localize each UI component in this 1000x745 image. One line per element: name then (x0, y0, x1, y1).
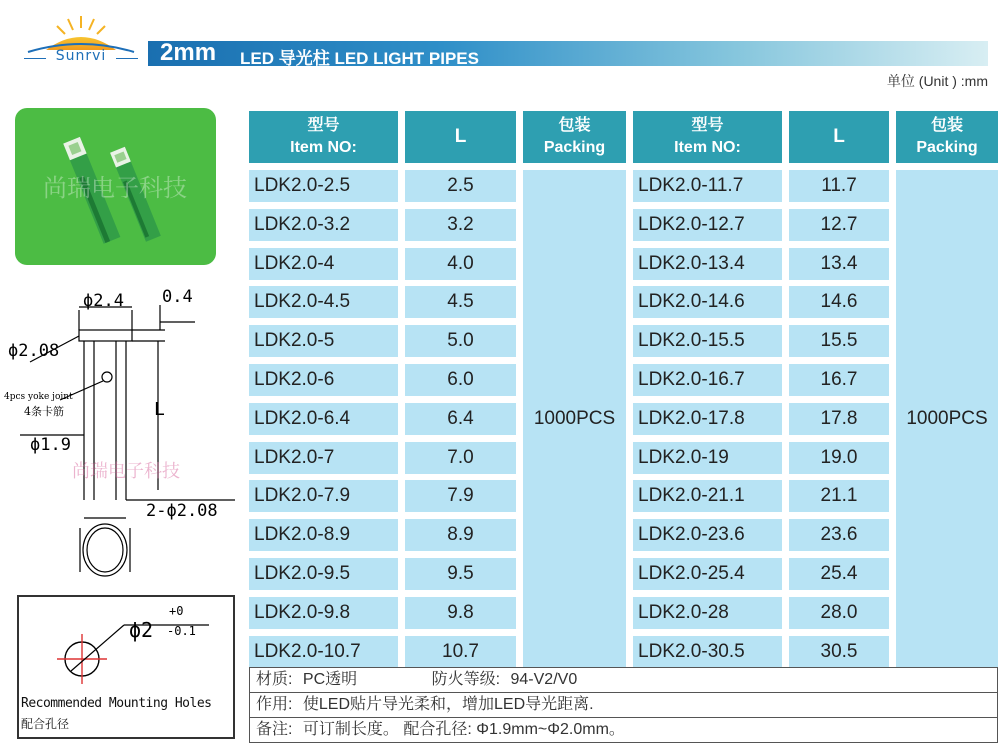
header-len: L (833, 126, 845, 147)
item-cell: LDK2.0-13.4 (633, 248, 782, 280)
dim-top: ϕ2.4 (83, 291, 124, 311)
item-cell: LDK2.0-4 (249, 248, 398, 280)
dim-step: 0.4 (162, 287, 193, 307)
header-item-cn: 型号 (691, 117, 724, 134)
header-pack-right (896, 111, 998, 163)
dim-joint: 2-ϕ2.08 (146, 501, 218, 521)
item-cell: LDK2.0-17.8 (633, 403, 782, 435)
item-cell: LDK2.0-2.5 (249, 170, 398, 202)
length-cell: 4.5 (405, 286, 516, 318)
header-pack-en: Packing (543, 139, 606, 156)
length-cell: 30.5 (789, 636, 889, 668)
mount-label-cn: 配合孔径 (21, 717, 70, 731)
item-cell: LDK2.0-5 (249, 325, 398, 357)
item-cell: LDK2.0-8.9 (249, 519, 398, 551)
notes-box (249, 667, 998, 743)
note-label: 材质: (256, 671, 293, 688)
length-cell: 8.9 (405, 519, 516, 551)
mount-tol-plus: +0 (169, 604, 184, 618)
dim-length: L (154, 399, 165, 420)
note-cn: 4条卡筋 (24, 405, 64, 418)
title-banner (148, 41, 988, 66)
note-en: 4pcs yoke joint (4, 392, 73, 402)
note-label: 备注: (256, 721, 293, 738)
item-cell: LDK2.0-16.7 (633, 364, 782, 396)
header-item-cn: 型号 (307, 117, 340, 134)
item-cell: LDK2.0-11.7 (633, 170, 782, 202)
unit-label: 单位 (Unit ) :mm (886, 73, 988, 89)
length-cell: 7.9 (405, 480, 516, 512)
item-cell: LDK2.0-14.6 (633, 286, 782, 318)
item-cell: LDK2.0-30.5 (633, 636, 782, 668)
mount-label-en: Recommended Mounting Holes (21, 696, 212, 711)
item-cell: LDK2.0-23.6 (633, 519, 782, 551)
item-cell: LDK2.0-12.7 (633, 209, 782, 241)
length-cell: 25.4 (789, 558, 889, 590)
dim-head: ϕ2.08 (8, 341, 60, 361)
mount-tol-minus: -0.1 (167, 624, 196, 638)
length-cell: 10.7 (405, 636, 516, 668)
length-cell: 7.0 (405, 442, 516, 474)
packing-right: 1000PCS (896, 170, 998, 667)
length-cell: 6.4 (405, 403, 516, 435)
dimension-drawing (0, 280, 245, 580)
item-cell: LDK2.0-3.2 (249, 209, 398, 241)
length-cell: 14.6 (789, 286, 889, 318)
note-value: PC透明 (302, 671, 358, 688)
note-value: 使LED贴片导光柔和，增加LED导光距离. (302, 696, 594, 713)
item-cell: LDK2.0-15.5 (633, 325, 782, 357)
sunrvi-logo (22, 14, 140, 68)
item-cell: LDK2.0-25.4 (633, 558, 782, 590)
header-item-right (633, 111, 782, 163)
item-cell: LDK2.0-9.8 (249, 597, 398, 629)
length-cell: 17.8 (789, 403, 889, 435)
banner-size: 2mm (160, 39, 217, 66)
mounting-hole-box (17, 595, 235, 739)
length-cell: 16.7 (789, 364, 889, 396)
item-cell: LDK2.0-7.9 (249, 480, 398, 512)
note-label: 作用: (256, 696, 293, 713)
note-remark (250, 718, 997, 743)
length-cell: 28.0 (789, 597, 889, 629)
header-len-right (789, 111, 889, 163)
item-cell: LDK2.0-9.5 (249, 558, 398, 590)
logo-text: Sunrvi (55, 48, 107, 64)
length-cell: 4.0 (405, 248, 516, 280)
note-material (250, 668, 997, 693)
length-cell: 5.0 (405, 325, 516, 357)
header-pack-en: Packing (916, 139, 978, 156)
length-cell: 12.7 (789, 209, 889, 241)
item-cell: LDK2.0-7 (249, 442, 398, 474)
length-cell: 15.5 (789, 325, 889, 357)
item-cell: LDK2.0-10.7 (249, 636, 398, 668)
length-cell: 9.5 (405, 558, 516, 590)
mount-dim: ϕ2 (129, 618, 154, 642)
length-cell: 11.7 (789, 170, 889, 202)
item-cell: LDK2.0-4.5 (249, 286, 398, 318)
photo-watermark: 尚瑞电子科技 (43, 174, 187, 202)
header-pack-left (523, 111, 626, 163)
item-cell: LDK2.0-19 (633, 442, 782, 474)
drawing-watermark: 尚瑞电子科技 (72, 461, 180, 482)
note-extra-value: 94-V2/V0 (510, 671, 578, 688)
length-cell: 23.6 (789, 519, 889, 551)
banner-title: LED 导光柱 LED LIGHT PIPES (240, 49, 479, 68)
item-cell: LDK2.0-21.1 (633, 480, 782, 512)
note-value: 可订制长度。 配合孔径: Φ1.9mm~Φ2.0mm。 (302, 721, 625, 738)
note-extra-label: 防火等级: (431, 671, 501, 688)
length-cell: 6.0 (405, 364, 516, 396)
length-cell: 9.8 (405, 597, 516, 629)
item-cell: LDK2.0-28 (633, 597, 782, 629)
header-item-left (249, 111, 398, 163)
header-len: L (454, 126, 467, 147)
length-cell: 2.5 (405, 170, 516, 202)
item-cell: LDK2.0-6.4 (249, 403, 398, 435)
item-cell: LDK2.0-6 (249, 364, 398, 396)
logo-rule-right (116, 58, 138, 59)
length-cell: 19.0 (789, 442, 889, 474)
packing-left: 1000PCS (523, 170, 626, 667)
light-pipe-image (15, 108, 216, 265)
length-cell: 3.2 (405, 209, 516, 241)
header-len-left (405, 111, 516, 163)
note-function (250, 693, 997, 718)
length-cell: 21.1 (789, 480, 889, 512)
header-item-en: Item NO: (290, 139, 357, 156)
product-photo (15, 108, 216, 265)
dim-body: ϕ1.9 (30, 435, 71, 455)
header-item-en: Item NO: (674, 139, 741, 156)
header-pack-cn: 包装 (930, 117, 963, 134)
header-pack-cn: 包装 (558, 117, 591, 134)
length-cell: 13.4 (789, 248, 889, 280)
